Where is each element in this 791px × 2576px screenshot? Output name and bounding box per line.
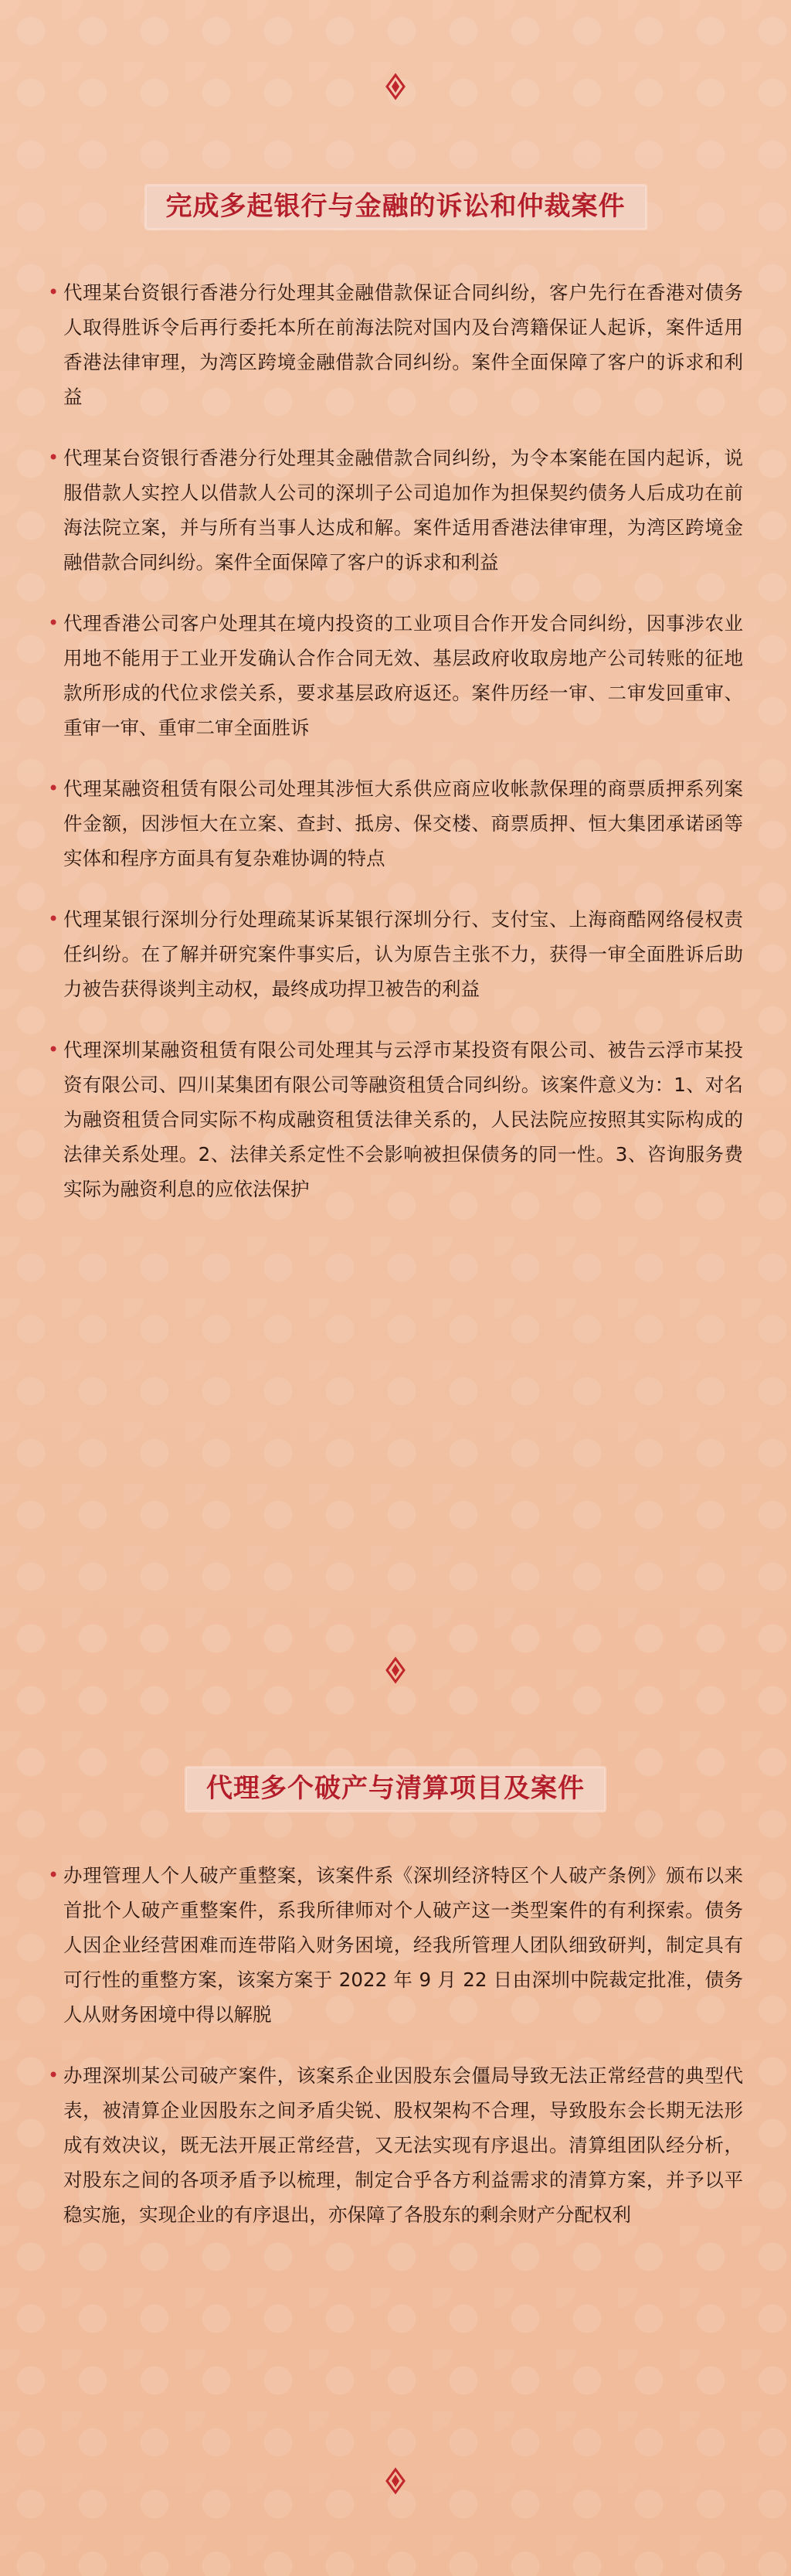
case-item: • 代理某银行深圳分行处理疏某诉某银行深圳分行、支付宝、上海商酷网络侵权责任纠纷。在了解并研究案件事实后，认为原告主张不力，获得一审全面胜诉后助力被告获得谈判主动权，最终成功捍卫被告的利益 <box>48 902 743 1006</box>
section-title: 完成多起银行与金融的诉讼和仲裁案件 <box>146 185 646 229</box>
case-item: • 办理深圳某公司破产案件，该案系企业因股东会僵局导致无法正常经营的典型代表，被清算企业因股东之间矛盾尖锐、股权架构不合理，导致股东会长期无法形成有效决议，既无法开展正常经营，又无法实现有序退出。清算组团队经分析，对股东之间的各项矛盾予以梳理，制定合乎各方利益需求的清算方案，并予以平稳实施，实现企业的有序退出，亦保障了各股东的剩余财产分配权利 <box>48 2058 743 2232</box>
case-item: • 代理香港公司客户处理其在境内投资的工业项目合作开发合同纠纷，因事涉农业用地不能用于工业开发确认合作合同无效、基层政府收取房地产公司转账的征地款所形成的代位求偿关系，要求基层政府返还。案件历经一审、二审发回重审、重审一审、重审二审全面胜诉 <box>48 606 743 745</box>
section-header-bankruptcy <box>0 1768 791 1811</box>
case-item: • 代理某台资银行香港分行处理其金融借款保证合同纠纷，客户先行在香港对债务人取得胜诉令后再行委托本所在前海法院对国内及台湾籍保证人起诉，案件适用香港法律审理，为湾区跨境金融借款合同纠纷。案件全面保障了客户的诉求和利益 <box>48 275 743 414</box>
diamond-ornament-icon <box>380 1655 411 1686</box>
case-item: • 代理深圳某融资租赁有限公司处理其与云浮市某投资有限公司、被告云浮市某投资有限公司、四川某集团有限公司等融资租赁合同纠纷。该案件意义为：1、对名为融资租赁合同实际不构成融资租赁法律关系的，人民法院应按照其实际构成的法律关系处理。2、法律关系定性不会影响被担保债务的同一性。3、咨询服务费实际为融资利息的应依法保护 <box>48 1033 743 1206</box>
case-item: • 代理某台资银行香港分行处理其金融借款合同纠纷，为令本案能在国内起诉，说服借款人实控人以借款人公司的深圳子公司追加作为担保契约债务人后成功在前海法院立案，并与所有当事人达成和解。案件适用香港法律审理，为湾区跨境金融借款合同纠纷。案件全面保障了客户的诉求和利益 <box>48 441 743 580</box>
diamond-ornament-icon <box>380 71 411 102</box>
case-item: • 代理某融资租赁有限公司处理其涉恒大系供应商应收帐款保理的商票质押系列案件金额，因涉恒大在立案、查封、抵房、保交楼、商票质押、恒大集团承诺函等实体和程序方面具有复杂难协调的特点 <box>48 771 743 876</box>
section-title: 代理多个破产与清算项目及案件 <box>186 1768 605 1811</box>
case-item: • 办理管理人个人破产重整案，该案件系《深圳经济特区个人破产条例》颁布以来首批个人破产重整案件，系我所律师对个人破产这一类型案件的有利探索。债务人因企业经营困难而连带陷入财务困境，经我所管理人团队细致研判，制定具有可行性的重整方案，该案方案于 2022 年 9 月 22 日由深圳中院裁定批准，债务人从财务困境中得以解脱 <box>48 1858 743 2032</box>
diamond-ornament-icon <box>380 2465 411 2496</box>
section-content-banking <box>48 275 743 1206</box>
section-content-bankruptcy <box>48 1858 743 2232</box>
section-header-banking <box>0 185 791 229</box>
